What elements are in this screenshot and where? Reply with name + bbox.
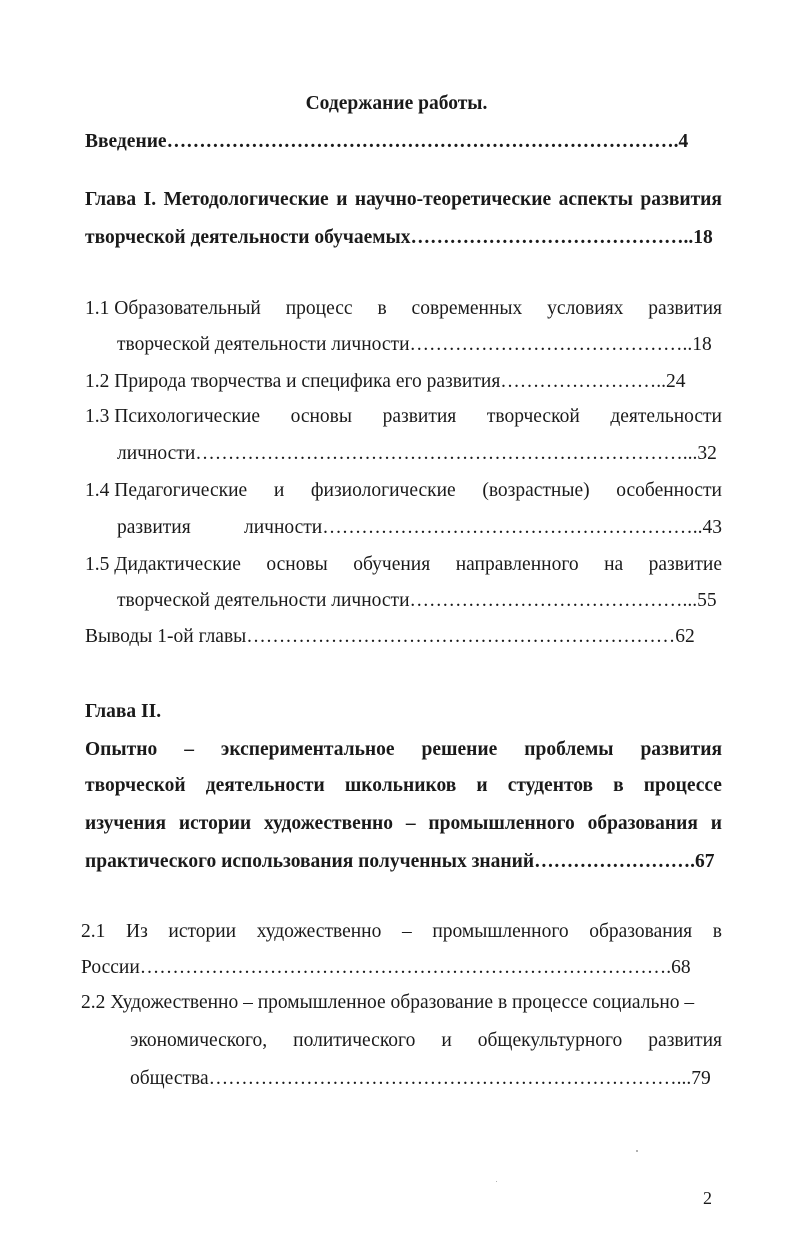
word: в — [613, 775, 624, 796]
word: 2.1 — [81, 921, 106, 942]
word: и — [273, 480, 285, 501]
word: научно-теоретические — [354, 189, 552, 210]
word: промышленного — [432, 921, 569, 942]
word: особенности — [616, 480, 722, 501]
toc-chapter2-line4: практического использования полученных знаний…………………….67 — [85, 851, 715, 872]
word: изучения — [85, 813, 167, 834]
word: физиологические — [310, 480, 456, 501]
word: Глава — [85, 189, 137, 210]
word: развития — [640, 189, 722, 210]
word: и — [336, 189, 348, 210]
word: в — [712, 921, 722, 942]
word: на — [604, 554, 624, 575]
word: политического — [293, 1030, 416, 1051]
toc-chapter2-line3 — [85, 812, 722, 836]
toc-section-1-3-line2: личности…………………………………………………………………...32 — [117, 443, 717, 464]
toc-section-1-4-line1 — [85, 479, 722, 503]
word: развития — [648, 1030, 722, 1051]
page-number: 2 — [703, 1188, 712, 1208]
toc-section-2-2-line1: 2.2 Художественно – промышленное образование в процессе социально – — [81, 992, 695, 1013]
toc-section-2-2-line2 — [130, 1029, 722, 1053]
word: творческой — [486, 406, 580, 427]
word: художественно — [263, 813, 394, 834]
word: проблемы — [524, 739, 614, 760]
toc-section-1-4-line2 — [117, 516, 722, 540]
word: условиях — [547, 298, 624, 319]
word: 1.4 Педагогические — [85, 480, 248, 501]
word: студентов — [507, 775, 594, 796]
word: творческой — [85, 775, 186, 796]
word: 1.3 Психологические — [85, 406, 261, 427]
word: в — [377, 298, 387, 319]
scan-speck — [636, 1150, 638, 1152]
word: 1.1 Образовательный — [85, 298, 261, 319]
word: личности…………………………………………………..43 — [243, 517, 722, 538]
word: развития — [648, 298, 722, 319]
toc-section-1-5-line1 — [85, 553, 722, 577]
word: направленного — [455, 554, 579, 575]
scan-speck — [496, 1181, 497, 1182]
word: процессе — [643, 775, 722, 796]
toc-section-1-5-line2: творческой деятельности личности……………………………………...55 — [117, 590, 717, 611]
toc-chapter2-line2 — [85, 774, 722, 798]
word: развития — [640, 739, 722, 760]
word: экспериментальное — [220, 739, 395, 760]
toc-section-1-3-line1 — [85, 405, 722, 429]
page-title: Содержание работы. — [305, 93, 488, 114]
word: промышленного — [428, 813, 575, 834]
word: 1.5 Дидактические — [85, 554, 241, 575]
word: – — [405, 813, 416, 834]
toc-chapter1-line2: творческой деятельности обучаемых……………………………………..18 — [85, 227, 713, 248]
word: деятельности — [610, 406, 722, 427]
toc-section-1-1-line1 — [85, 297, 722, 321]
toc-section-1-1-line2: творческой деятельности личности……………………………………..18 — [117, 334, 712, 355]
word: решение — [421, 739, 498, 760]
word: и — [441, 1030, 452, 1051]
word: и — [476, 775, 488, 796]
word: общекультурного — [477, 1030, 623, 1051]
word: Методологические — [163, 189, 329, 210]
word: экономического, — [130, 1030, 268, 1051]
toc-conclusions-1: Выводы 1-ой главы…………………………………………………………62 — [85, 626, 695, 647]
word: основы — [290, 406, 352, 427]
toc-intro: Введение…………………………………………………………………….4 — [85, 131, 689, 152]
toc-chapter1-line1 — [85, 188, 722, 212]
word: развития — [117, 517, 191, 538]
word: истории — [168, 921, 237, 942]
word: школьников — [344, 775, 457, 796]
word: истории — [178, 813, 252, 834]
word: Опытно — [85, 739, 158, 760]
word: развитие — [648, 554, 722, 575]
word: основы — [266, 554, 328, 575]
word: (возрастные) — [482, 480, 590, 501]
word: деятельности — [205, 775, 325, 796]
toc-chapter2-heading: Глава II. — [85, 701, 162, 722]
word: – — [401, 921, 412, 942]
word: и — [710, 813, 722, 834]
word: современных — [411, 298, 523, 319]
word: образования — [589, 921, 693, 942]
toc-section-2-1-line1 — [81, 920, 722, 944]
word: образования — [587, 813, 698, 834]
word: аспекты — [558, 189, 633, 210]
word: обучения — [353, 554, 431, 575]
word: развития — [382, 406, 457, 427]
toc-section-1-2: 1.2 Природа творчества и специфика его развития……………………..24 — [85, 371, 686, 392]
word: – — [184, 739, 194, 760]
toc-section-2-1-line2: России……………………………………………………………………….68 — [81, 957, 691, 978]
word: художественно — [256, 921, 382, 942]
toc-chapter2-line1 — [85, 738, 722, 762]
toc-section-2-2-line3: общества………………………………………………………………...79 — [130, 1068, 711, 1089]
word: процесс — [285, 298, 353, 319]
word: I. — [143, 189, 157, 210]
word: Из — [125, 921, 148, 942]
